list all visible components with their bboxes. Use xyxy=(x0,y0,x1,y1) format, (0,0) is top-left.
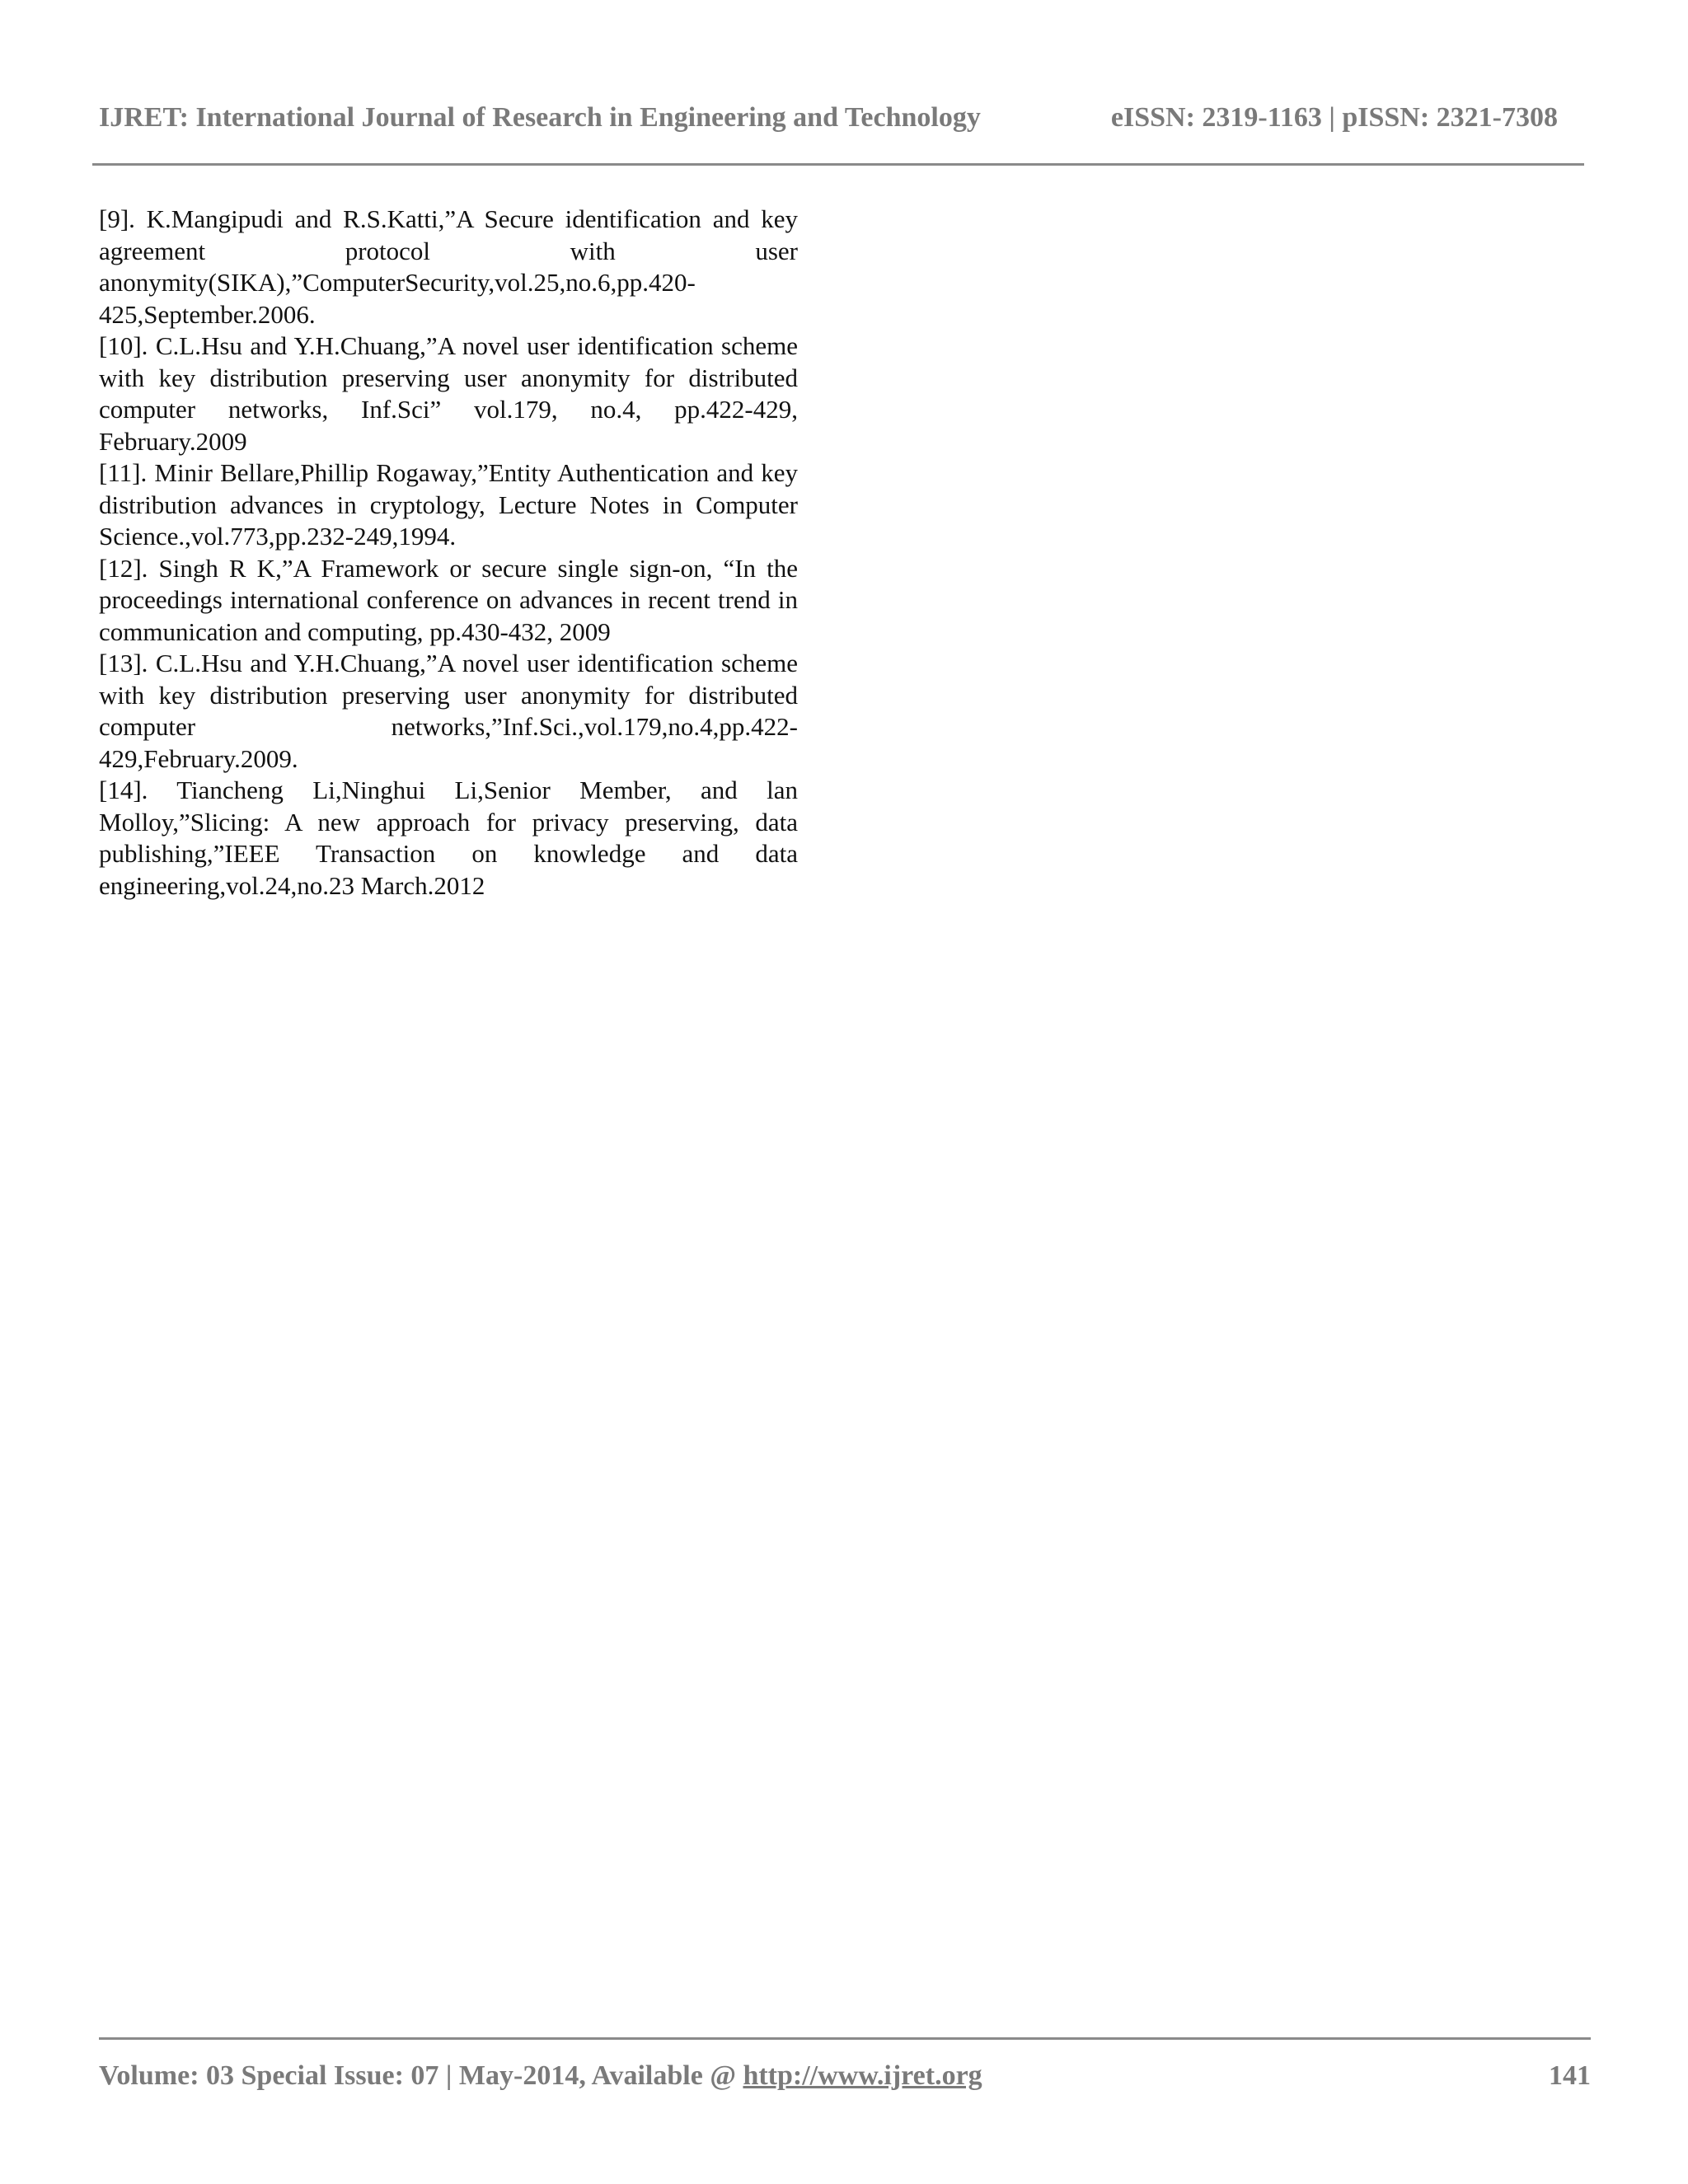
reference-item-13: [13]. C.L.Hsu and Y.H.Chuang,”A novel user identification scheme with key distribution preserving user anonymity for distributed computer networks,”Inf.Sci.,vol.179,no.4,pp.422-429,February.2009. xyxy=(99,649,798,773)
reference-item-9: [9]. K.Mangipudi and R.S.Katti,”A Secure identification and key agreement protocol with user anonymity(SIKA),”ComputerSecurity,vol.25,no.6,pp.420-425,September.2006. xyxy=(99,204,798,329)
reference-item-14: [14]. Tiancheng Li,Ninghui Li,Senior Member, and lan Molloy,”Slicing: A new approach for privacy preserving, data publishing,”IEEE Transaction on knowledge and data engineering,vol.24,no.23 March.2012 xyxy=(99,776,798,900)
header-divider xyxy=(92,163,1584,166)
references-list xyxy=(99,204,798,902)
footer-divider xyxy=(99,2037,1591,2040)
footer-volume-text: Volume: 03 Special Issue: 07 | May-2014, Available @ xyxy=(99,2060,743,2091)
reference-item-10: [10]. C.L.Hsu and Y.H.Chuang,”A novel user identification scheme with key distribution preserving user anonymity for distributed computer networks, Inf.Sci” vol.179, no.4, pp.422-429, February.2009 xyxy=(99,331,798,456)
reference-item-12: [12]. Singh R K,”A Framework or secure single sign-on, “In the proceedings international conference on advances in recent trend in communication and computing, pp.430-432, 2009 xyxy=(99,553,798,646)
page-header xyxy=(99,97,1558,138)
page-number: 141 xyxy=(1549,2060,1591,2091)
journal-website-link[interactable]: http://www.ijret.org xyxy=(743,2060,982,2091)
journal-title: IJRET: International Journal of Research in Engineering and Technology xyxy=(99,102,981,133)
reference-item-11: [11]. Minir Bellare,Phillip Rogaway,”Entity Authentication and key distribution advances in cryptology, Lecture Notes in Computer Science.,vol.773,pp.232-249,1994. xyxy=(99,458,798,551)
issn-info: eISSN: 2319-1163 | pISSN: 2321-7308 xyxy=(1110,102,1558,133)
footer-volume-info xyxy=(99,2060,982,2092)
page-footer xyxy=(99,2055,1591,2097)
